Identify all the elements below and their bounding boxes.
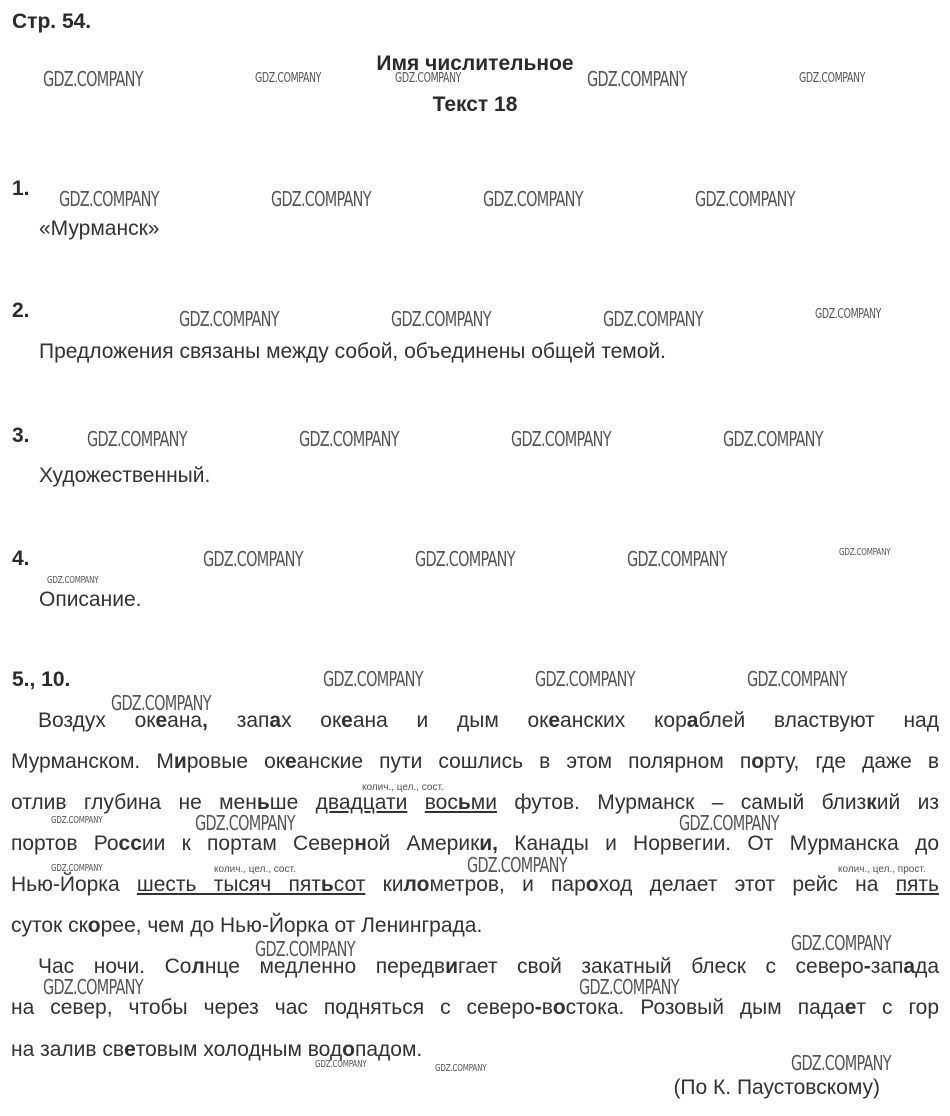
- answer-text-3: Художественный.: [39, 464, 211, 487]
- watermark: GDZ.COMPANY: [695, 187, 795, 211]
- watermark: GDZ.COMPANY: [179, 307, 279, 331]
- watermark: GDZ.COMPANY: [747, 667, 847, 691]
- answer-text-1: «Мурманск»: [39, 217, 160, 240]
- text-line-7: Час ночи. Солнце медленно передвигает свой закатный блеск с северо-запада: [38, 955, 939, 978]
- watermark: GDZ.COMPANY: [43, 67, 143, 91]
- watermark: GDZ.COMPANY: [839, 547, 891, 558]
- watermark: GDZ.COMPANY: [535, 667, 635, 691]
- watermark: GDZ.COMPANY: [587, 67, 687, 91]
- watermark: GDZ.COMPANY: [299, 427, 399, 451]
- watermark: GDZ.COMPANY: [415, 547, 515, 571]
- answer-text-2: Предложения связаны между собой, объединены общей темой.: [39, 340, 666, 363]
- watermark: GDZ.COMPANY: [483, 187, 583, 211]
- watermark: GDZ.COMPANY: [59, 187, 159, 211]
- watermark: GDZ.COMPANY: [51, 815, 103, 826]
- answer-number-1: 1.: [12, 177, 30, 200]
- text-line-3: отлив глубина не меньше двадцати восьми футов. Мурманск – самый близкий из: [11, 791, 939, 814]
- watermark: GDZ.COMPANY: [679, 811, 779, 835]
- answer-text-4: Описание.: [39, 588, 142, 611]
- watermark: GDZ.COMPANY: [791, 1051, 891, 1075]
- numeral-annotation: колич., цел., сост.: [362, 782, 444, 793]
- watermark: GDZ.COMPANY: [51, 863, 103, 874]
- watermark: GDZ.COMPANY: [435, 1063, 487, 1074]
- watermark: GDZ.COMPANY: [87, 427, 187, 451]
- watermark: GDZ.COMPANY: [47, 575, 99, 586]
- answer-number-4: 4.: [12, 547, 30, 570]
- watermark: GDZ.COMPANY: [203, 547, 303, 571]
- watermark: GDZ.COMPANY: [111, 691, 211, 715]
- watermark: GDZ.COMPANY: [511, 427, 611, 451]
- watermark: GDZ.COMPANY: [255, 71, 322, 86]
- text-line-8: на север, чтобы через час подняться с северо-востока. Розовый дым падает с гор: [11, 996, 940, 1019]
- watermark: GDZ.COMPANY: [255, 937, 355, 961]
- page-number: Стр. 54.: [12, 10, 92, 33]
- text-line-2: Мурманском. Мировые океанские пути сошлись в этом полярном порту, где даже в: [11, 750, 939, 773]
- watermark: GDZ.COMPANY: [799, 71, 866, 86]
- watermark: GDZ.COMPANY: [395, 71, 462, 86]
- source-attribution: (По К. Паустовскому): [673, 1076, 880, 1099]
- text-line-4: портов России к портам Северной Америки, Канады и Норвегии. От Мурманска до: [11, 832, 939, 855]
- watermark: GDZ.COMPANY: [467, 853, 567, 877]
- text-title: Текст 18: [432, 93, 518, 116]
- watermark: GDZ.COMPANY: [43, 975, 143, 999]
- watermark: GDZ.COMPANY: [271, 187, 371, 211]
- watermark: GDZ.COMPANY: [815, 307, 882, 322]
- answer-number-3: 3.: [12, 424, 30, 447]
- text-line-1: Воздух океана, запах океана и дым океанских кораблей властвуют над: [38, 709, 939, 732]
- watermark: GDZ.COMPANY: [791, 931, 891, 955]
- watermark: GDZ.COMPANY: [603, 307, 703, 331]
- watermark: GDZ.COMPANY: [579, 975, 679, 999]
- numeral-annotation: колич., цел., прост.: [838, 864, 926, 875]
- watermark: GDZ.COMPANY: [723, 427, 823, 451]
- text-line-5: Нью-Йорка шесть тысяч пятьсот километров, и пароход делает этот рейс на пять: [11, 873, 939, 896]
- numeral-annotation: колич., цел., сост.: [214, 864, 296, 875]
- watermark: GDZ.COMPANY: [391, 307, 491, 331]
- watermark: GDZ.COMPANY: [195, 811, 295, 835]
- watermark: GDZ.COMPANY: [627, 547, 727, 571]
- answer-number-2: 2.: [12, 299, 30, 322]
- text-line-9: на залив световым холодным водопадом.: [11, 1038, 423, 1061]
- answer-number-5: 5., 10.: [12, 668, 71, 691]
- section-title: Имя числительное: [376, 52, 574, 75]
- text-line-6: суток скорее, чем до Нью-Йорка от Ленинграда.: [11, 914, 483, 937]
- watermark: GDZ.COMPANY: [315, 1059, 367, 1070]
- watermark: GDZ.COMPANY: [323, 667, 423, 691]
